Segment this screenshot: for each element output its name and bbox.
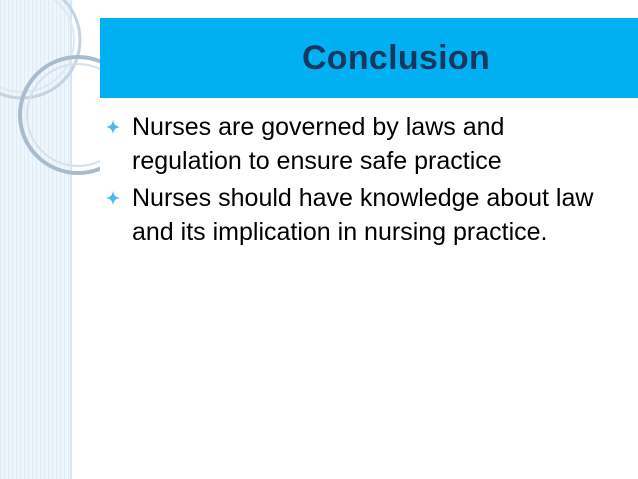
- slide-title: Conclusion: [301, 38, 491, 77]
- deco-ring-inner-top: [0, 0, 74, 92]
- bullet-diamond-icon: [106, 191, 120, 205]
- bullet-text: Nurses are governed by laws and regulation to ensure safe practice: [132, 113, 505, 175]
- bullet-item: [104, 110, 604, 178]
- bullet-item: [104, 181, 604, 249]
- bullet-list: [104, 110, 604, 252]
- decorative-circles: [0, 0, 100, 479]
- title-bar: [100, 18, 638, 98]
- bullet-diamond-icon: [106, 120, 120, 134]
- bullet-text: Nurses should have knowledge about law and its implication in nursing practice.: [132, 184, 594, 246]
